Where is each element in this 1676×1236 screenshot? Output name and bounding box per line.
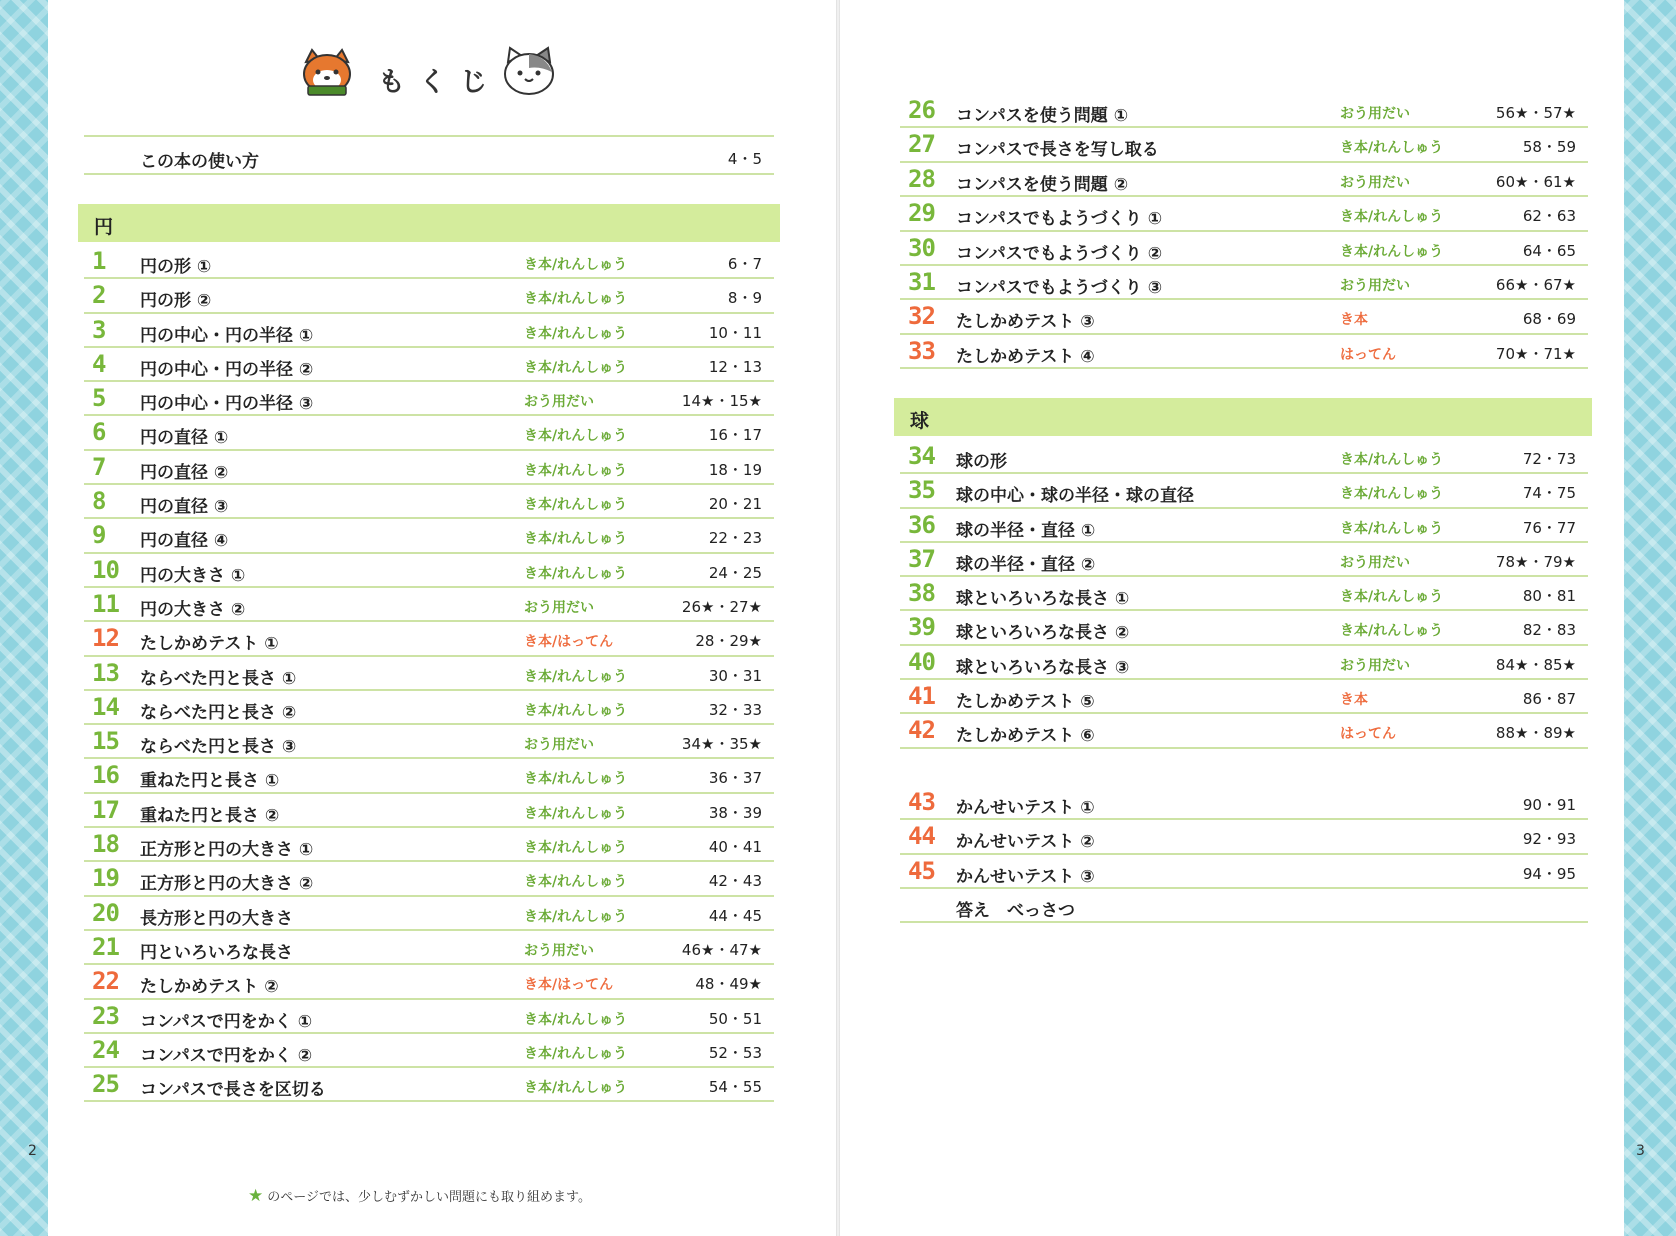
entry-title: 正方形と円の大きさ ① [140, 840, 314, 861]
entry-level: き本/れんしゅう [524, 668, 628, 685]
toc-entry[interactable] [84, 622, 774, 656]
entry-title: 球の半径・直径 ① [956, 520, 1096, 541]
toc-entry[interactable] [900, 889, 1588, 923]
entry-number: 26 [908, 96, 935, 124]
star-icon: ★ [248, 1186, 264, 1206]
entry-title: 球といろいろな長さ ③ [956, 657, 1130, 678]
entry-level: おう用だい [1340, 657, 1410, 674]
entry-pages: 94・95 [1522, 864, 1576, 883]
page-number-right: 3 [1636, 1143, 1645, 1159]
entry-number: 34 [908, 442, 935, 470]
entry-title: 球といろいろな長さ ② [956, 623, 1130, 644]
toc-entry[interactable] [84, 279, 774, 313]
entry-title: たしかめテスト ④ [956, 346, 1095, 367]
entry-level: き本/れんしゅう [524, 291, 628, 308]
toc-entry[interactable] [84, 759, 774, 793]
toc-entry[interactable] [900, 474, 1588, 508]
entry-title: かんせいテスト ③ [956, 866, 1095, 887]
toc-entry[interactable] [900, 646, 1588, 680]
entry-pages: 62・63 [1522, 207, 1576, 226]
entry-number: 7 [92, 452, 106, 481]
entry-number: 30 [908, 233, 935, 262]
entry-title: 球の中心・球の半径・球の直径 [956, 486, 1194, 507]
entry-title: ならべた円と長さ ② [140, 702, 297, 723]
entry-number: 39 [908, 613, 935, 642]
entry-level: おう用だい [1340, 106, 1410, 122]
entry-pages: 56★・57★ [1495, 104, 1576, 122]
entry-title: 円の大きさ ① [140, 565, 246, 586]
entry-number: 17 [92, 795, 119, 824]
entry-pages: 22・23 [708, 529, 762, 548]
entry-title: たしかめテスト ⑥ [956, 726, 1095, 747]
entry-pages: 82・83 [1522, 621, 1576, 640]
footnote [248, 1186, 591, 1206]
entry-title: 球の形 [956, 452, 1007, 472]
toc-entry[interactable] [900, 440, 1588, 474]
entry-level: おう用だい [524, 737, 594, 754]
entry-level: き本/れんしゅう [524, 771, 628, 788]
entry-level: き本/れんしゅう [1340, 209, 1444, 226]
entry-level: き本/れんしゅう [524, 359, 628, 376]
entry-level: き本/れんしゅう [524, 840, 628, 857]
toc-entry[interactable] [84, 485, 774, 519]
entry-pages: 38・39 [708, 803, 762, 822]
entry-level: き本/れんしゅう [1340, 589, 1444, 606]
entry-pages: 14★・15★ [681, 392, 762, 411]
toc-entry[interactable] [900, 197, 1588, 231]
entry-pages: 34★・35★ [681, 735, 762, 754]
entry-level: き本/れんしゅう [1340, 520, 1444, 537]
entry-title: 円の直径 ① [140, 428, 229, 449]
cat-mascot-icon [500, 46, 558, 98]
entry-level: き本/はってん [524, 977, 614, 994]
section-header-sphere [894, 398, 1592, 436]
entry-pages: 40・41 [708, 838, 762, 857]
toc-entry[interactable] [84, 554, 774, 588]
entry-title: 円の大きさ ② [140, 599, 246, 620]
entry-title: 円の中心・円の半径 ① [140, 325, 314, 346]
entry-pages: 72・73 [1522, 450, 1576, 468]
entry-title: たしかめテスト ② [140, 977, 279, 998]
entry-number: 40 [908, 647, 935, 676]
entry-title: 長方形と円の大きさ [140, 908, 293, 929]
entry-pages: 32・33 [708, 700, 762, 719]
toc-entry[interactable] [900, 94, 1588, 128]
entry-title: 円の形 ① [140, 257, 212, 277]
entry-title: 答え べっさつ [956, 900, 1075, 921]
entry-title: コンパスでもようづくり ② [956, 243, 1163, 264]
entry-title: ならべた円と長さ ③ [140, 737, 297, 758]
entry-title: 重ねた円と長さ ① [140, 771, 280, 792]
toc-entry[interactable] [900, 820, 1588, 854]
entry-number: 31 [908, 267, 935, 296]
entry-level: き本/はってん [524, 634, 614, 651]
entry-number: 5 [92, 384, 106, 413]
entry-pages: 10・11 [708, 323, 762, 342]
toc-entry[interactable] [84, 931, 774, 965]
entry-number: 20 [92, 898, 119, 927]
entry-pages: 36・37 [708, 769, 762, 788]
entry-pages: 16・17 [708, 426, 762, 445]
entry-number: 6 [92, 418, 106, 447]
footnote-text: のページでは、少しむずかしい問題にも取り組めます。 [267, 1190, 591, 1205]
toc-entry[interactable] [84, 725, 774, 759]
entry-title: コンパスで長さを区切る [140, 1080, 326, 1101]
entry-number: 35 [908, 476, 935, 505]
entry-level: おう用だい [1340, 277, 1410, 294]
entry-number: 4 [92, 349, 106, 378]
toc-entry[interactable] [900, 300, 1588, 334]
entry-pages: 54・55 [708, 1078, 762, 1097]
entry-number: 38 [908, 579, 935, 608]
entry-number: 28 [908, 164, 935, 193]
entry-title: コンパスで円をかく ② [140, 1045, 313, 1066]
section-header-circle [78, 204, 780, 242]
entry-pages: 44・45 [708, 906, 762, 925]
entry-number: 25 [92, 1070, 119, 1099]
toc-entry[interactable] [84, 1000, 774, 1034]
entry-level: き本/れんしゅう [1340, 243, 1444, 260]
entry-title: 円の直径 ④ [140, 531, 229, 552]
entry-title: 重ねた円と長さ ② [140, 805, 280, 826]
entry-title: コンパスでもようづくり ① [956, 209, 1163, 230]
entry-number: 23 [92, 1001, 119, 1030]
entry-pages: 50・51 [708, 1009, 762, 1028]
entry-title: 円の形 ② [140, 291, 212, 312]
toc-entry[interactable] [84, 245, 774, 279]
entry-number: 42 [908, 716, 935, 745]
entry-level: き本/れんしゅう [524, 702, 628, 719]
entry-level: き本/れんしゅう [1340, 486, 1444, 503]
toc-entry[interactable] [900, 266, 1588, 300]
entry-pages: 64・65 [1522, 241, 1576, 260]
toc-entry[interactable] [900, 128, 1588, 162]
entry-number: 44 [908, 822, 935, 851]
entry-level: き本/れんしゅう [524, 462, 628, 479]
toc-entry[interactable] [900, 714, 1588, 748]
entry-number: 14 [92, 692, 119, 721]
entry-level: き本/れんしゅう [524, 805, 628, 822]
entry-number: 27 [908, 130, 935, 159]
book-spine [836, 0, 840, 1236]
shiba-dog-mascot-icon [298, 48, 356, 100]
entry-pages: 58・59 [1522, 138, 1576, 157]
entry-pages: 80・81 [1522, 587, 1576, 606]
entry-pages: 8・9 [727, 289, 762, 308]
toc-entry[interactable] [84, 897, 774, 931]
entry-pages: 26★・27★ [681, 597, 762, 616]
entry-number: 22 [92, 967, 119, 996]
entry-level: き本/れんしゅう [524, 1045, 628, 1062]
entry-level: き本/れんしゅう [524, 531, 628, 548]
entry-title: 円の中心・円の半径 ③ [140, 394, 314, 415]
toc-entry[interactable] [84, 451, 774, 485]
toc-entry[interactable] [84, 828, 774, 862]
toc-entry[interactable] [84, 657, 774, 691]
entry-number: 33 [908, 336, 935, 365]
entry-pages: 78★・79★ [1495, 552, 1576, 571]
entry-number: 15 [92, 727, 119, 756]
toc-entry[interactable] [84, 382, 774, 416]
intro-entry[interactable] [84, 135, 774, 175]
entry-pages: 92・93 [1522, 830, 1576, 849]
entry-title: 円といろいろな長さ [140, 942, 293, 963]
entry-pages: 90・91 [1522, 796, 1576, 814]
entry-number: 37 [908, 544, 935, 573]
toc-entry[interactable] [84, 588, 774, 622]
toc-entry[interactable] [900, 577, 1588, 611]
intro-pages: 4・5 [727, 150, 762, 168]
entry-pages: 46★・47★ [681, 940, 762, 959]
entry-number: 21 [92, 932, 119, 961]
toc-entry[interactable] [84, 416, 774, 450]
entry-pages: 42・43 [708, 872, 762, 891]
toc-entry[interactable] [84, 1068, 774, 1102]
entry-level: き本/れんしゅう [524, 1011, 628, 1028]
entry-level: おう用だい [524, 394, 594, 411]
toc-list-right-circle [900, 94, 1588, 369]
entry-number: 11 [92, 589, 119, 618]
entry-pages: 60★・61★ [1495, 172, 1576, 191]
entry-pages: 28・29★ [695, 632, 762, 651]
toc-entry[interactable] [84, 1034, 774, 1068]
entry-title: かんせいテスト ① [956, 798, 1095, 818]
entry-title: 円の中心・円の半径 ② [140, 359, 314, 380]
entry-pages: 84★・85★ [1495, 655, 1576, 674]
toc-list-right-final [900, 786, 1588, 923]
toc-entry[interactable] [900, 232, 1588, 266]
toc-entry[interactable] [84, 314, 774, 348]
toc-entry[interactable] [900, 543, 1588, 577]
entry-level: き本 [1340, 692, 1368, 709]
entry-level: き本/れんしゅう [1340, 140, 1444, 157]
entry-level: おう用だい [1340, 554, 1410, 571]
entry-number: 45 [908, 856, 935, 885]
toc-entry[interactable] [84, 862, 774, 896]
entry-level: はってん [1340, 346, 1396, 363]
entry-title: コンパスで長さを写し取る [956, 140, 1159, 161]
toc-list-right-sphere [900, 440, 1588, 749]
entry-pages: 30・31 [708, 666, 762, 685]
page-title: もくじ [378, 67, 501, 98]
entry-number: 12 [92, 624, 119, 653]
entry-level: おう用だい [1340, 174, 1410, 191]
entry-title: コンパスでもようづくり ③ [956, 277, 1163, 298]
entry-number: 29 [908, 199, 935, 228]
intro-title: この本の使い方 [140, 152, 259, 172]
entry-number: 32 [908, 302, 935, 331]
entry-number: 1 [92, 247, 106, 275]
entry-level: き本/れんしゅう [524, 874, 628, 891]
entry-title: たしかめテスト ① [140, 634, 279, 655]
toc-entry[interactable] [900, 680, 1588, 714]
entry-pages: 86・87 [1522, 690, 1576, 709]
toc-entry[interactable] [84, 794, 774, 828]
entry-level: き本/れんしゅう [524, 325, 628, 342]
entry-level: き本/れんしゅう [524, 497, 628, 514]
entry-pages: 66★・67★ [1495, 275, 1576, 294]
entry-number: 19 [92, 864, 119, 893]
toc-entry[interactable] [900, 786, 1588, 820]
entry-title: 球といろいろな長さ ① [956, 589, 1130, 610]
entry-pages: 52・53 [708, 1043, 762, 1062]
entry-title: 正方形と円の大きさ ② [140, 874, 314, 895]
entry-level: き本/れんしゅう [1340, 452, 1444, 468]
entry-pages: 18・19 [708, 460, 762, 479]
entry-title: コンパスを使う問題 ② [956, 174, 1129, 195]
entry-number: 43 [908, 788, 935, 816]
entry-pages: 6・7 [727, 255, 762, 273]
entry-level: き本 [1340, 312, 1368, 329]
toc-entry[interactable] [84, 691, 774, 725]
toc-entry[interactable] [900, 509, 1588, 543]
entry-title: ならべた円と長さ ① [140, 668, 297, 689]
toc-entry[interactable] [900, 335, 1588, 369]
entry-title: 円の直径 ② [140, 462, 229, 483]
toc-entry[interactable] [84, 519, 774, 553]
page-number-left: 2 [28, 1143, 37, 1159]
entry-pages: 48・49★ [695, 975, 762, 994]
entry-pages: 76・77 [1522, 518, 1576, 537]
entry-pages: 70★・71★ [1495, 344, 1576, 363]
entry-pages: 12・13 [708, 357, 762, 376]
entry-title: 球の半径・直径 ② [956, 554, 1096, 575]
entry-number: 16 [92, 761, 119, 790]
entry-level: き本/れんしゅう [1340, 623, 1444, 640]
entry-title: 円の直径 ③ [140, 497, 229, 518]
entry-level: き本/れんしゅう [524, 1080, 628, 1097]
entry-level: き本/れんしゅう [524, 257, 628, 273]
entry-number: 13 [92, 658, 119, 687]
entry-title: かんせいテスト ② [956, 832, 1095, 853]
entry-title: たしかめテスト ③ [956, 312, 1095, 333]
section-title: 円 [94, 216, 114, 238]
entry-number: 2 [92, 281, 106, 310]
entry-number: 24 [92, 1035, 119, 1064]
entry-pages: 24・25 [708, 563, 762, 582]
entry-pages: 74・75 [1522, 484, 1576, 503]
entry-level: き本/れんしゅう [524, 428, 628, 445]
entry-title: たしかめテスト ⑤ [956, 692, 1095, 713]
section-title: 球 [910, 410, 930, 432]
toc-entry[interactable] [84, 348, 774, 382]
toc-entry[interactable] [900, 611, 1588, 645]
entry-level: はってん [1340, 726, 1396, 743]
entry-level: き本/れんしゅう [524, 908, 628, 925]
entry-level: おう用だい [524, 942, 594, 959]
entry-pages: 88★・89★ [1495, 724, 1576, 743]
toc-entry[interactable] [900, 855, 1588, 889]
entry-number: 36 [908, 510, 935, 539]
toc-entry[interactable] [84, 965, 774, 999]
entry-number: 10 [92, 555, 119, 584]
entry-pages: 20・21 [708, 495, 762, 514]
entry-level: き本/れんしゅう [524, 565, 628, 582]
entry-number: 9 [92, 521, 106, 550]
entry-level: おう用だい [524, 599, 594, 616]
entry-number: 41 [908, 682, 935, 711]
entry-number: 8 [92, 487, 106, 516]
entry-number: 18 [92, 830, 119, 859]
toc-list-left [84, 245, 774, 1102]
entry-title: コンパスで円をかく ① [140, 1011, 313, 1032]
entry-number: 3 [92, 315, 106, 344]
entry-pages: 68・69 [1522, 310, 1576, 329]
toc-entry[interactable] [900, 163, 1588, 197]
entry-title: コンパスを使う問題 ① [956, 106, 1129, 126]
